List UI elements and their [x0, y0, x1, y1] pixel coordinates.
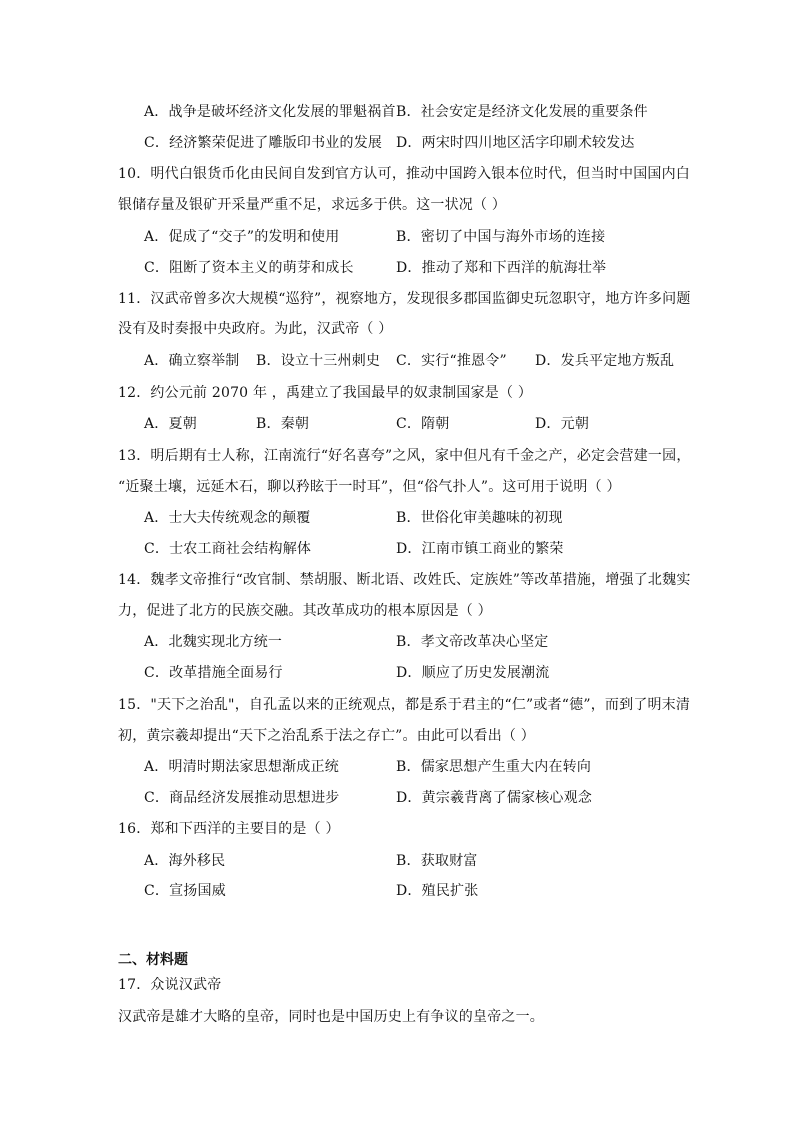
- q11-option-d: D．发兵平定地方叛乱: [535, 353, 675, 369]
- q11-option-a: A．确立察举制: [144, 353, 240, 369]
- q15-option-a: A．明清时期法家思想渐成正统: [144, 759, 339, 775]
- q10-stem-line1: 10．明代白银货币化由民间自发到官方认可，推动中国跨入银本位时代，但当时中国国内白: [118, 166, 691, 182]
- q9-option-b: B．社会安定是经济文化发展的重要条件: [396, 104, 648, 120]
- q12-option-a: A．夏朝: [144, 416, 197, 432]
- q12-option-d: D．元朝: [535, 416, 590, 432]
- q9-option-a: A．战争是破坏经济文化发展的罪魁祸首: [144, 104, 396, 120]
- q16-option-d: D．殖民扩张: [396, 883, 479, 899]
- q14-option-c: C．改革措施全面易行: [144, 665, 283, 681]
- q17-material: 汉武帝是雄才大略的皇帝，同时也是中国历史上有争议的皇帝之一。: [118, 1009, 544, 1025]
- section-title: 二、材料题: [118, 952, 188, 968]
- q16-stem: 16．郑和下西洋的主要目的是（ ）: [118, 821, 340, 837]
- q15-option-b: B．儒家思想产生重大内在转向: [396, 759, 592, 775]
- q13-option-c: C．士农工商社会结构解体: [144, 541, 312, 557]
- q10-option-c: C．阻断了资本主义的萌芽和成长: [144, 260, 354, 276]
- q13-option-a: A．士大夫传统观念的颠覆: [144, 510, 311, 526]
- q15-option-c: C．商品经济发展推动思想进步: [144, 790, 340, 806]
- q9-option-c: C．经济繁荣促进了雕版印书业的发展: [144, 135, 383, 151]
- q15-option-d: D．黄宗羲背离了儒家核心观念: [396, 790, 593, 806]
- q10-stem-line2: 银储存量及银矿开采量严重不足，求远多于供。这一状况（ ）: [118, 197, 507, 213]
- q9-option-d: D．两宋时四川地区活字印刷术较发达: [396, 135, 635, 151]
- q12-option-c: C．隋朝: [396, 416, 450, 432]
- q14-option-a: A．北魏实现北方统一: [144, 634, 283, 650]
- q15-stem-line1: 15．"天下之治乱"，自孔孟以来的正统观点，都是系于君主的“仁”或者“德”，而到了明末清: [118, 697, 691, 713]
- q16-option-c: C．宣扬国威: [144, 883, 226, 899]
- q14-stem-line1: 14．魏孝文帝推行“改官制、禁胡服、断北语、改姓氏、定族姓”等改革措施，增强了北魏实: [118, 572, 691, 588]
- q16-option-b: B．获取财富: [396, 853, 478, 869]
- q13-stem-line2: “近聚土壤，远延木石，聊以矜眩于一时耳”，但“俗气扑人”。这可用于说明（ ）: [118, 479, 621, 495]
- q13-option-d: D．江南市镇工商业的繁荣: [396, 541, 564, 557]
- q12-stem: 12．约公元前 2070 年 ，禹建立了我国最早的奴隶制国家是（ ）: [118, 385, 533, 401]
- q12-option-b: B．秦朝: [256, 416, 310, 432]
- q16-option-a: A．海外移民: [144, 853, 226, 869]
- q11-option-b: B．设立十三州刺史: [256, 353, 381, 369]
- q11-stem-line2: 没有及时奏报中央政府。为此，汉武帝（ ）: [118, 321, 393, 337]
- q14-option-d: D．顺应了历史发展潮流: [396, 665, 550, 681]
- q13-stem-line1: 13．明后期有士人称，江南流行“好名喜夸”之风，家中但凡有千金之产，必定会营建一园，: [118, 448, 691, 464]
- q17-title: 17．众说汉武帝: [118, 977, 222, 993]
- q13-option-b: B．世俗化审美趣味的初现: [396, 510, 563, 526]
- q10-option-b: B．密切了中国与海外市场的连接: [396, 229, 606, 245]
- q10-option-a: A．促成了“交子”的发明和使用: [144, 229, 340, 245]
- q10-option-d: D．推动了郑和下西洋的航海壮举: [396, 260, 607, 276]
- q15-stem-line2: 初，黄宗羲却提出“天下之治乱系于法之存亡”。由此可以看出（ ）: [118, 728, 535, 744]
- q11-option-c: C．实行“推恩令”: [396, 353, 507, 369]
- q14-option-b: B．孝文帝改革决心坚定: [396, 634, 549, 650]
- q14-stem-line2: 力，促进了北方的民族交融。其改革成功的根本原因是（ ）: [118, 603, 492, 619]
- q11-stem-line1: 11．汉武帝曾多次大规模“巡狩”，视察地方，发现很多郡国监御史玩忽职守，地方许多问题: [118, 291, 691, 307]
